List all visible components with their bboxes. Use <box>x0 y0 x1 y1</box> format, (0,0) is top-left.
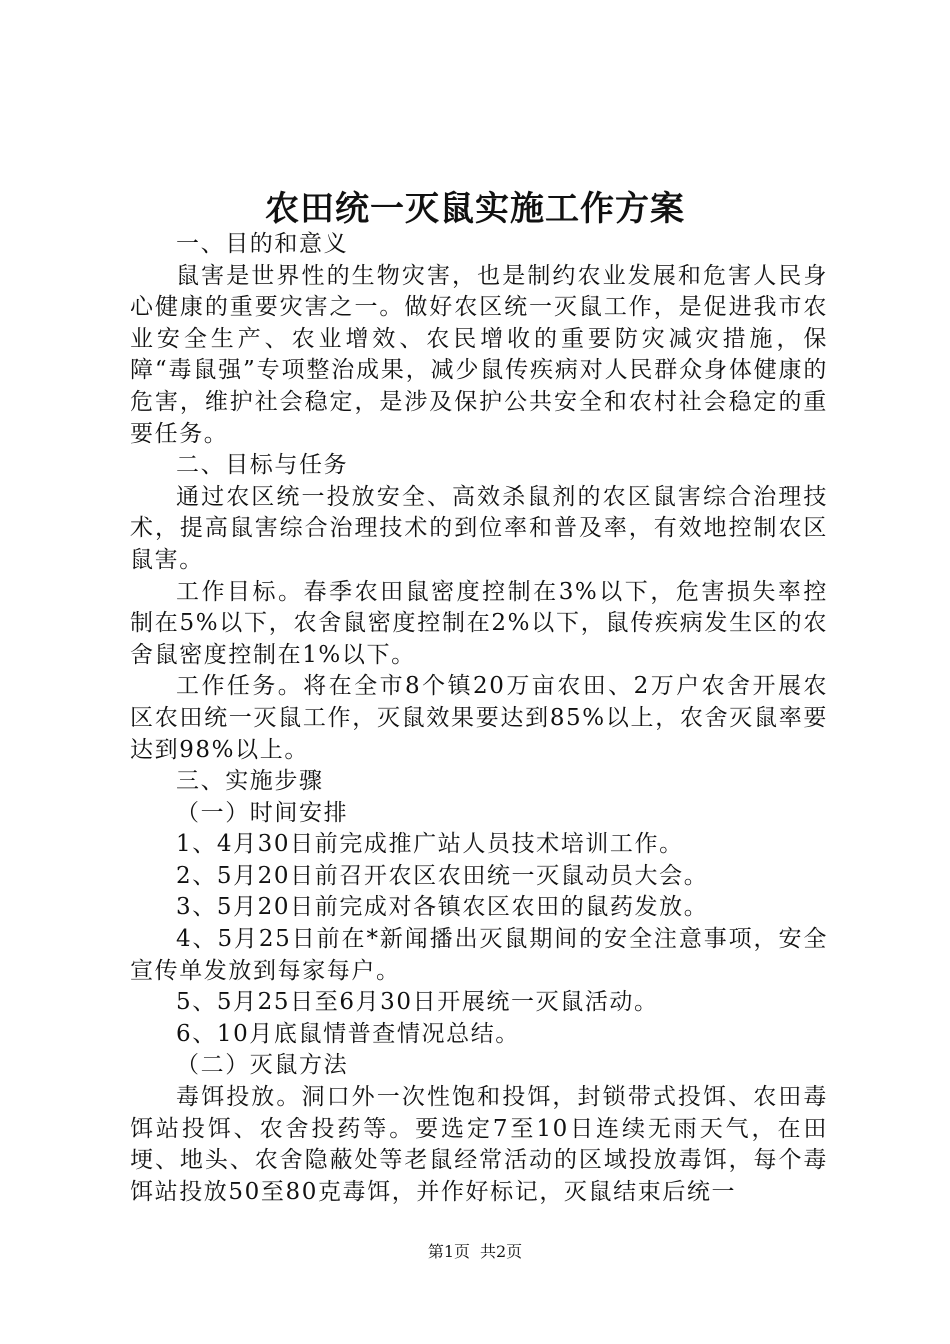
section-heading: 三、实施步骤 <box>176 768 324 795</box>
paragraph: 鼠害是世界性的生物灾害，也是制约农业发展和危害人民身心健康的重要灾害之一。做好农区统一灭鼠工作，是促进我市农业安全生产、农业增效、农民增收的重要防灾减灾措施，保障“毒鼠强”专项整治成果，减少鼠传疾病对人民群众身体健康的危害，维护社会稳定，是涉及保护公共安全和农村社会稳定的重要任务。 <box>130 262 828 447</box>
subsection-heading: （二）灭鼠方法 <box>176 1052 349 1079</box>
page-total: 共2页 <box>480 1242 523 1261</box>
list-item: 5、5月25日至6月30日开展统一灭鼠活动。 <box>176 989 659 1016</box>
paragraph: 工作任务。将在全市8个镇20万亩农田、2万户农舍开展农区农田统一灭鼠工作，灭鼠效果要达到85%以上，农舍灭鼠率要达到98%以上。 <box>130 673 828 763</box>
section-heading: 二、目标与任务 <box>176 452 349 479</box>
list-item: 3、5月20日前完成对各镇农区农田的鼠药发放。 <box>176 894 709 921</box>
list-item: 4、5月25日前在*新闻播出灭鼠期间的安全注意事项，安全宣传单发放到每家每户。 <box>130 926 828 984</box>
document-body <box>130 229 828 1208</box>
paragraph: 通过农区统一投放安全、高效杀鼠剂的农区鼠害综合治理技术，提高鼠害综合治理技术的到位率和普及率，有效地控制农区鼠害。 <box>130 483 828 573</box>
paragraph: 工作目标。春季农田鼠密度控制在3%以下，危害损失率控制在5%以下，农舍鼠密度控制在2%以下，鼠传疾病发生区的农舍鼠密度控制在1%以下。 <box>130 578 828 668</box>
subsection-heading: （一）时间安排 <box>176 799 349 826</box>
list-item: 6、10月底鼠情普查情况总结。 <box>176 1020 520 1047</box>
page-footer <box>0 1240 950 1264</box>
document-title: 农田统一灭鼠实施工作方案 <box>265 189 685 229</box>
list-item: 1、4月30日前完成推广站人员技术培训工作。 <box>176 831 684 858</box>
section-heading: 一、目的和意义 <box>176 231 349 257</box>
page-number: 第1页 <box>427 1242 470 1261</box>
list-item: 2、5月20日前召开农区农田统一灭鼠动员大会。 <box>176 862 709 889</box>
paragraph: 毒饵投放。洞口外一次性饱和投饵，封锁带式投饵、农田毒饵站投饵、农舍投药等。要选定7至10日连续无雨天气，在田埂、地头、农舍隐蔽处等老鼠经常活动的区域投放毒饵，每个毒饵站投放50至80克毒饵，并作好标记，灭鼠结束后统一 <box>130 1084 828 1205</box>
